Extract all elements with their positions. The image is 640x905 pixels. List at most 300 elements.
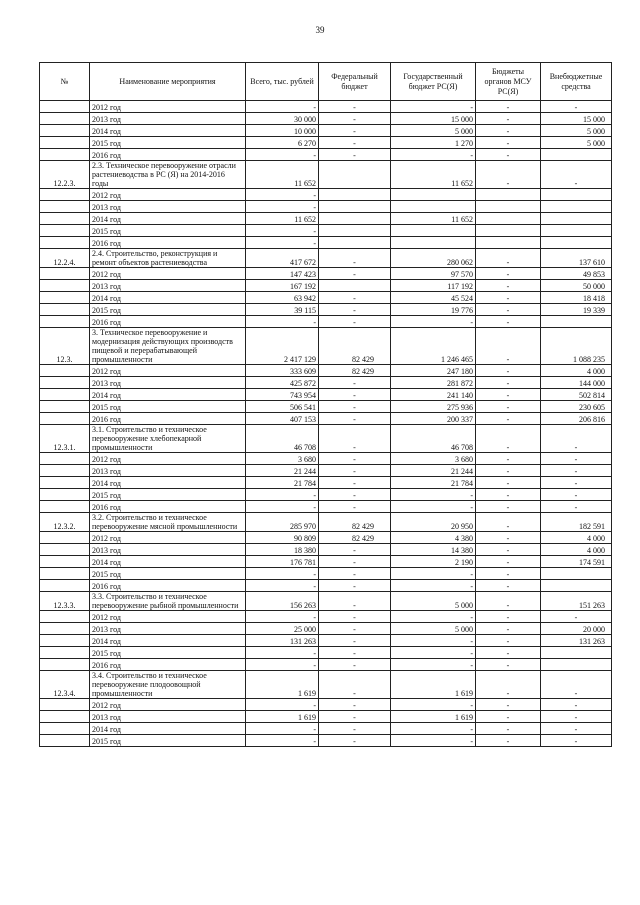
row-state: 2 190 (391, 556, 476, 568)
row-name: 2015 год (90, 137, 246, 149)
row-total: 285 970 (246, 513, 319, 532)
row-state: - (391, 316, 476, 328)
table-row (40, 532, 612, 544)
row-number: 12.2.4. (40, 249, 90, 268)
row-federal: - (319, 611, 391, 623)
row-name: 2014 год (90, 723, 246, 735)
row-total: 21 244 (246, 465, 319, 477)
row-name: 2015 год (90, 304, 246, 316)
row-number (40, 465, 90, 477)
table-row (40, 189, 612, 201)
row-msu: - (476, 580, 541, 592)
row-extra (541, 580, 612, 592)
row-number (40, 735, 90, 747)
row-msu: - (476, 377, 541, 389)
row-number (40, 237, 90, 249)
row-state: 3 680 (391, 453, 476, 465)
row-number (40, 213, 90, 225)
row-msu: - (476, 635, 541, 647)
row-total: 1 619 (246, 711, 319, 723)
row-state: 15 000 (391, 113, 476, 125)
table-header-row (40, 63, 612, 101)
row-federal (319, 280, 391, 292)
row-state: - (391, 149, 476, 161)
row-msu: - (476, 113, 541, 125)
table-row (40, 213, 612, 225)
row-federal: - (319, 304, 391, 316)
row-state: 117 192 (391, 280, 476, 292)
row-federal: - (319, 580, 391, 592)
row-extra (541, 647, 612, 659)
row-extra: 49 853 (541, 268, 612, 280)
row-federal: - (319, 477, 391, 489)
table-row (40, 125, 612, 137)
row-msu: - (476, 280, 541, 292)
row-federal (319, 189, 391, 201)
row-extra: - (541, 711, 612, 723)
row-state: 247 180 (391, 365, 476, 377)
row-federal: - (319, 635, 391, 647)
row-number (40, 149, 90, 161)
row-state: - (391, 611, 476, 623)
row-federal: 82 429 (319, 532, 391, 544)
row-extra: 230 605 (541, 401, 612, 413)
row-total: - (246, 659, 319, 671)
row-state: 200 337 (391, 413, 476, 425)
row-total: - (246, 316, 319, 328)
row-number (40, 568, 90, 580)
row-total: - (246, 647, 319, 659)
row-total: 46 708 (246, 425, 319, 453)
row-msu: - (476, 699, 541, 711)
row-total: 131 263 (246, 635, 319, 647)
row-total: - (246, 189, 319, 201)
row-total: 63 942 (246, 292, 319, 304)
row-state (391, 189, 476, 201)
row-state: 14 380 (391, 544, 476, 556)
row-msu: - (476, 328, 541, 365)
row-msu: - (476, 413, 541, 425)
row-number (40, 316, 90, 328)
row-number (40, 125, 90, 137)
row-number (40, 113, 90, 125)
row-number (40, 723, 90, 735)
row-extra: 137 610 (541, 249, 612, 268)
row-federal: - (319, 465, 391, 477)
row-msu: - (476, 671, 541, 699)
row-msu: - (476, 453, 541, 465)
row-state: 281 872 (391, 377, 476, 389)
row-federal: 82 429 (319, 328, 391, 365)
table-row (40, 268, 612, 280)
row-msu: - (476, 592, 541, 611)
row-name: 3. Техническое перевооружение и модернизация действующих производств пищевой и перерабатывающей промышленности (90, 328, 246, 365)
row-total: 18 380 (246, 544, 319, 556)
row-name: 3.4. Строительство и техническое перевооружение плодоовощной промышленности (90, 671, 246, 699)
row-state: - (391, 659, 476, 671)
row-number (40, 413, 90, 425)
row-extra: - (541, 489, 612, 501)
row-total: 167 192 (246, 280, 319, 292)
row-name: 2013 год (90, 465, 246, 477)
row-total: 156 263 (246, 592, 319, 611)
row-extra: - (541, 101, 612, 113)
table-row (40, 544, 612, 556)
row-state: 19 776 (391, 304, 476, 316)
row-total: 21 784 (246, 477, 319, 489)
row-msu: - (476, 623, 541, 635)
row-state (391, 225, 476, 237)
row-number (40, 304, 90, 316)
table-row (40, 611, 612, 623)
row-name: 2016 год (90, 659, 246, 671)
row-state: 45 524 (391, 292, 476, 304)
row-state (391, 201, 476, 213)
table-row (40, 711, 612, 723)
table-row (40, 580, 612, 592)
row-extra (541, 225, 612, 237)
row-name: 2014 год (90, 292, 246, 304)
table-row (40, 365, 612, 377)
row-extra (541, 149, 612, 161)
row-name: 2012 год (90, 189, 246, 201)
header-total: Всего, тыс. рублей (246, 63, 319, 101)
row-total: 1 619 (246, 671, 319, 699)
row-federal: - (319, 489, 391, 501)
row-federal: - (319, 125, 391, 137)
row-federal: - (319, 723, 391, 735)
row-extra: - (541, 723, 612, 735)
row-msu: - (476, 401, 541, 413)
row-name: 2015 год (90, 225, 246, 237)
row-extra: - (541, 425, 612, 453)
row-name: 2013 год (90, 280, 246, 292)
row-name: 2014 год (90, 213, 246, 225)
row-state: - (391, 501, 476, 513)
row-extra: 4 000 (541, 365, 612, 377)
row-extra (541, 201, 612, 213)
row-msu: - (476, 513, 541, 532)
row-msu: - (476, 501, 541, 513)
row-number: 12.3.2. (40, 513, 90, 532)
row-msu: - (476, 292, 541, 304)
table-row (40, 101, 612, 113)
row-name: 2013 год (90, 377, 246, 389)
row-total: 6 270 (246, 137, 319, 149)
table-row (40, 592, 612, 611)
row-name: 2014 год (90, 556, 246, 568)
row-state (391, 237, 476, 249)
row-state: 1 246 465 (391, 328, 476, 365)
row-total: - (246, 501, 319, 513)
row-total: 39 115 (246, 304, 319, 316)
row-name: 2015 год (90, 735, 246, 747)
row-extra: 18 418 (541, 292, 612, 304)
row-federal: - (319, 568, 391, 580)
row-extra: 5 000 (541, 137, 612, 149)
table-row (40, 401, 612, 413)
row-federal: - (319, 401, 391, 413)
table-row (40, 237, 612, 249)
table-row (40, 568, 612, 580)
table-row (40, 137, 612, 149)
row-federal (319, 225, 391, 237)
row-total: 11 652 (246, 161, 319, 189)
row-state: 11 652 (391, 213, 476, 225)
table-row (40, 292, 612, 304)
row-state: 5 000 (391, 623, 476, 635)
row-total: - (246, 225, 319, 237)
row-extra: - (541, 501, 612, 513)
row-federal: - (319, 292, 391, 304)
table-row (40, 453, 612, 465)
table-row (40, 699, 612, 711)
row-state: - (391, 699, 476, 711)
row-msu: - (476, 389, 541, 401)
row-number (40, 280, 90, 292)
row-extra (541, 659, 612, 671)
table-row (40, 201, 612, 213)
row-msu: - (476, 268, 541, 280)
row-federal: - (319, 113, 391, 125)
row-federal (319, 201, 391, 213)
row-msu: - (476, 735, 541, 747)
row-msu: - (476, 425, 541, 453)
row-state: - (391, 568, 476, 580)
row-federal: - (319, 413, 391, 425)
row-total: 176 781 (246, 556, 319, 568)
row-number (40, 611, 90, 623)
row-extra: - (541, 699, 612, 711)
row-federal (319, 213, 391, 225)
row-total: 506 541 (246, 401, 319, 413)
row-extra: 182 591 (541, 513, 612, 532)
row-extra: - (541, 453, 612, 465)
row-name: 2016 год (90, 237, 246, 249)
row-name: 2015 год (90, 401, 246, 413)
row-name: 2013 год (90, 113, 246, 125)
row-state: - (391, 580, 476, 592)
row-number (40, 532, 90, 544)
row-name: 3.2. Строительство и техническое перевооружение мясной промышленности (90, 513, 246, 532)
table-row (40, 556, 612, 568)
row-total: 10 000 (246, 125, 319, 137)
row-federal: - (319, 556, 391, 568)
row-number (40, 556, 90, 568)
row-name: 3.1. Строительство и техническое перевооружение хлебопекарной промышленности (90, 425, 246, 453)
header-name: Наименование мероприятия (90, 63, 246, 101)
row-state: 280 062 (391, 249, 476, 268)
table-row (40, 149, 612, 161)
row-name: 2012 год (90, 365, 246, 377)
row-extra: 19 339 (541, 304, 612, 316)
row-extra: 502 814 (541, 389, 612, 401)
row-federal: - (319, 453, 391, 465)
row-state: - (391, 647, 476, 659)
row-name: 2012 год (90, 268, 246, 280)
row-total: 407 153 (246, 413, 319, 425)
row-state: 11 652 (391, 161, 476, 189)
row-federal: - (319, 425, 391, 453)
row-msu: - (476, 568, 541, 580)
row-msu: - (476, 137, 541, 149)
row-total: - (246, 611, 319, 623)
row-extra: - (541, 477, 612, 489)
row-extra: 50 000 (541, 280, 612, 292)
row-extra (541, 237, 612, 249)
row-federal (319, 161, 391, 189)
row-extra: 174 591 (541, 556, 612, 568)
row-total: 147 423 (246, 268, 319, 280)
row-total: - (246, 723, 319, 735)
row-msu: - (476, 611, 541, 623)
row-federal: - (319, 268, 391, 280)
row-name: 2016 год (90, 413, 246, 425)
table-row (40, 328, 612, 365)
row-number: 12.3. (40, 328, 90, 365)
row-number (40, 623, 90, 635)
row-federal: - (319, 671, 391, 699)
row-total: - (246, 580, 319, 592)
row-total: - (246, 237, 319, 249)
row-msu: - (476, 711, 541, 723)
row-federal: 82 429 (319, 513, 391, 532)
row-federal: - (319, 249, 391, 268)
row-federal: - (319, 101, 391, 113)
row-state: 5 000 (391, 592, 476, 611)
row-federal: - (319, 501, 391, 513)
row-msu (476, 225, 541, 237)
table-row (40, 413, 612, 425)
header-extra: Внебюджетные средства (541, 63, 612, 101)
row-msu: - (476, 149, 541, 161)
row-extra: 15 000 (541, 113, 612, 125)
row-msu: - (476, 647, 541, 659)
row-number (40, 268, 90, 280)
row-name: 2014 год (90, 477, 246, 489)
table-row (40, 735, 612, 747)
row-msu (476, 189, 541, 201)
row-name: 2013 год (90, 623, 246, 635)
row-extra: 20 000 (541, 623, 612, 635)
row-federal: - (319, 137, 391, 149)
row-state: 241 140 (391, 389, 476, 401)
row-name: 2015 год (90, 489, 246, 501)
header-federal: Федеральный бюджет (319, 63, 391, 101)
row-name: 2014 год (90, 389, 246, 401)
row-state: 275 936 (391, 401, 476, 413)
row-total: 11 652 (246, 213, 319, 225)
table-row (40, 113, 612, 125)
row-state: 46 708 (391, 425, 476, 453)
table-row (40, 623, 612, 635)
row-number (40, 659, 90, 671)
row-name: 2015 год (90, 647, 246, 659)
row-total: - (246, 568, 319, 580)
row-name: 2012 год (90, 699, 246, 711)
table-row (40, 501, 612, 513)
row-name: 2013 год (90, 544, 246, 556)
row-extra: 151 263 (541, 592, 612, 611)
row-name: 2016 год (90, 316, 246, 328)
row-state: 97 570 (391, 268, 476, 280)
row-msu: - (476, 125, 541, 137)
row-msu: - (476, 465, 541, 477)
row-extra: 5 000 (541, 125, 612, 137)
row-number (40, 365, 90, 377)
row-total: 743 954 (246, 389, 319, 401)
row-total: 333 609 (246, 365, 319, 377)
row-total: 2 417 129 (246, 328, 319, 365)
row-federal: - (319, 647, 391, 659)
row-federal: - (319, 699, 391, 711)
row-federal: 82 429 (319, 365, 391, 377)
header-num: № (40, 63, 90, 101)
row-number (40, 501, 90, 513)
row-number (40, 453, 90, 465)
row-extra (541, 189, 612, 201)
row-total: - (246, 149, 319, 161)
row-total: 425 872 (246, 377, 319, 389)
row-number: 12.3.1. (40, 425, 90, 453)
row-state: 5 000 (391, 125, 476, 137)
row-extra: 206 816 (541, 413, 612, 425)
row-number (40, 201, 90, 213)
row-number (40, 225, 90, 237)
row-extra: 131 263 (541, 635, 612, 647)
row-total: - (246, 489, 319, 501)
row-total: - (246, 201, 319, 213)
table-row (40, 723, 612, 735)
row-msu: - (476, 101, 541, 113)
row-federal: - (319, 544, 391, 556)
table-row (40, 249, 612, 268)
row-msu: - (476, 365, 541, 377)
row-number: 12.2.3. (40, 161, 90, 189)
row-number (40, 137, 90, 149)
row-extra: - (541, 671, 612, 699)
row-msu (476, 237, 541, 249)
table-row (40, 225, 612, 237)
row-number: 12.3.4. (40, 671, 90, 699)
row-extra (541, 213, 612, 225)
table-row (40, 389, 612, 401)
row-federal: - (319, 623, 391, 635)
table-row (40, 304, 612, 316)
row-total: 30 000 (246, 113, 319, 125)
table-row (40, 659, 612, 671)
row-msu: - (476, 544, 541, 556)
row-state: 1 619 (391, 671, 476, 699)
row-name: 2016 год (90, 149, 246, 161)
row-number (40, 489, 90, 501)
table-row (40, 316, 612, 328)
table-row (40, 425, 612, 453)
row-name: 2015 год (90, 568, 246, 580)
row-number (40, 580, 90, 592)
row-federal: - (319, 377, 391, 389)
row-name: 2013 год (90, 711, 246, 723)
row-msu: - (476, 659, 541, 671)
row-state: 21 244 (391, 465, 476, 477)
table-row (40, 477, 612, 489)
row-federal: - (319, 659, 391, 671)
row-extra: 144 000 (541, 377, 612, 389)
header-state: Государственный бюджет РС(Я) (391, 63, 476, 101)
row-msu (476, 213, 541, 225)
row-msu: - (476, 316, 541, 328)
row-name: 2016 год (90, 580, 246, 592)
